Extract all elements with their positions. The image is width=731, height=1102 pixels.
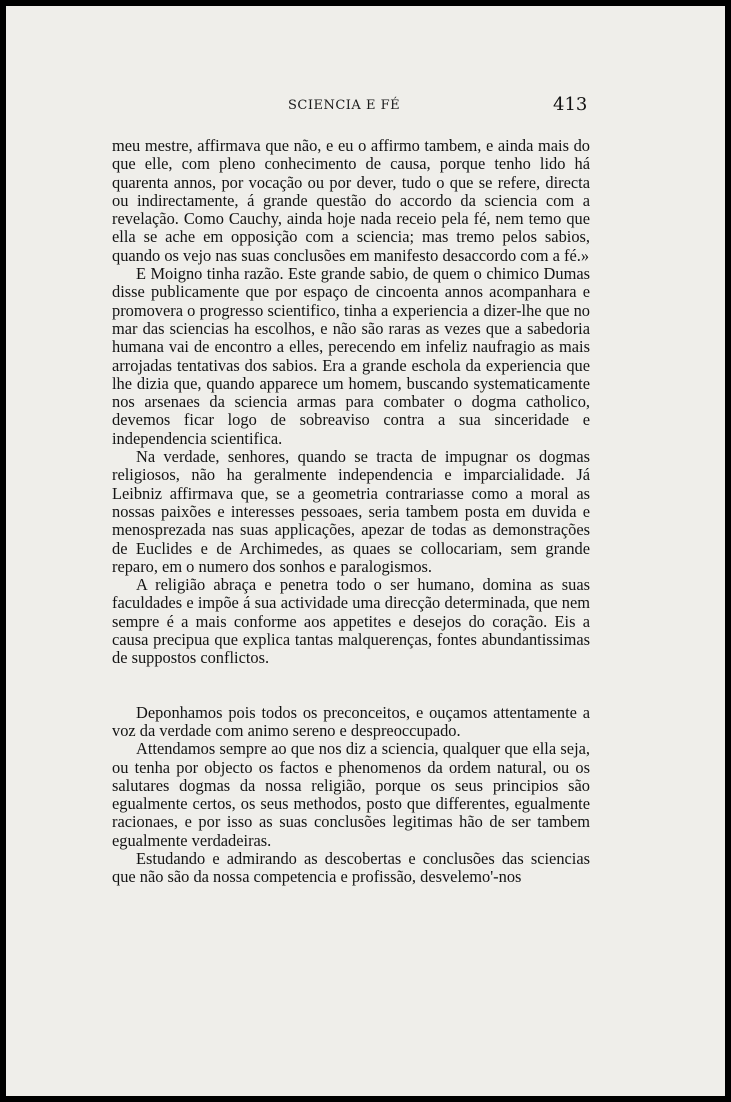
- body-text: [112, 137, 590, 887]
- book-page: [6, 6, 725, 1096]
- section-break: [112, 668, 590, 704]
- page-number: 413: [553, 94, 588, 115]
- paragraph: Attendamos sempre ao que nos diz a sciencia, qualquer que ella seja, ou tenha por objecto os factos e phenomenos da ordem natural, ou os salutares dogmas da nossa religião, porque os seus principios são egualmente certos, os seus methodos, posto que differentes, egualmente racionaes, e por isso as suas conclusões legitimas hão de ser tambem egualmente verdadeiras.: [112, 739, 590, 850]
- paragraph: Estudando e admirando as descobertas e conclusões das sciencias que não são da nossa competencia e profissão, desvelemo'-nos: [112, 848, 590, 887]
- running-title: SCIENCIA E FÉ: [288, 98, 401, 113]
- page-header: [6, 94, 725, 120]
- paragraph: E Moigno tinha razão. Este grande sabio, de quem o chimico Dumas disse publicamente que por espaço de cincoenta annos acompanhara e promovera o progresso scientifico, tinha a experiencia a dizer-lhe que no mar das sciencias ha escolhos, e não são raras as vezes que a sabedoria humana vai de encontro a elles, perecendo em infeliz naufragio as mais arrojadas tentativas dos sabios. Era a grande eschola da experiencia que lhe dizia que, quando apparece um homem, buscando systematicamente nos arsenaes da sciencia armas para combater o dogma catholico, devemos ficar logo de sobreaviso contra a sua sinceridade e independencia scientifica.: [112, 264, 590, 448]
- paragraph: Na verdade, senhores, quando se tracta de impugnar os dogmas religiosos, não ha geralmente independencia e imparcialidade. Já Leibniz affirmava que, se a geometria contrariasse como a moral as nossas paixões e interesses pessoaes, seria tambem posta em duvida e menosprezada nas suas applicações, apezar de todas as demonstrações de Euclides e de Archimedes, as quaes se collocariam, sem grande reparo, em o numero dos sonhos e paralogismos.: [112, 447, 590, 576]
- paragraph: meu mestre, affirmava que não, e eu o affirmo tambem, e ainda mais do que elle, com pleno conhecimento de causa, porque tenho lido há quarenta annos, por vocação ou por dever, tudo o que se refere, directa ou indirectamente, á grande questão do accordo da sciencia com a revelação. Como Cauchy, ainda hoje nada receio pela fé, nem temo que ella se ache em opposição com a sciencia; mas tremo pelos sabios, quando os vejo nas suas conclusões em manifesto desaccordo com a fé.»: [112, 136, 590, 265]
- paragraph: Deponhamos pois todos os preconceitos, e ouçamos attentamente a voz da verdade com animo sereno e despreoccupado.: [112, 702, 590, 740]
- paragraph: A religião abraça e penetra todo o ser humano, domina as suas faculdades e impõe á sua actividade uma direcção determinada, que nem sempre é a mais conforme aos appetites e desejos do coração. Eis a causa precipua que explica tantas malquerenças, fontes abundantissimas de suppostos conflictos.: [112, 575, 590, 668]
